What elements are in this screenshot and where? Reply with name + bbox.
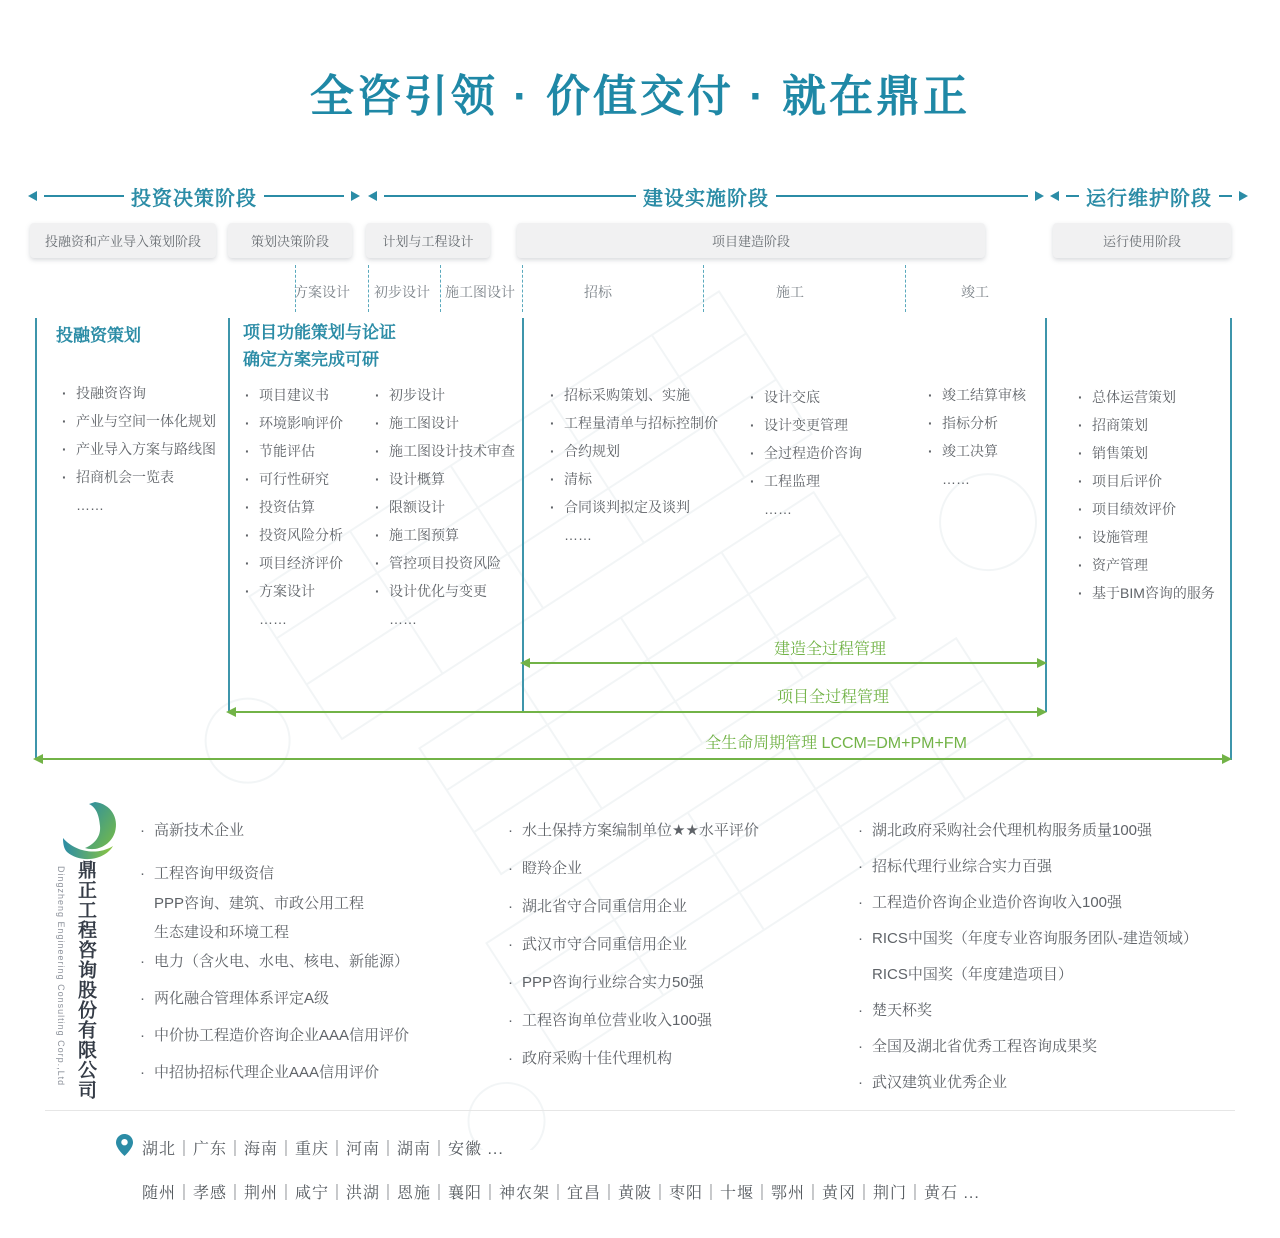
dashed-separator: [703, 265, 704, 312]
list-item: · 设计优化与变更: [375, 582, 515, 600]
list-item: · 全过程造价咨询: [750, 444, 862, 462]
phase-label-investment: 投资决策阶段: [131, 187, 257, 210]
stage-box-financing-import: 投融资和产业导入策划阶段: [30, 223, 216, 258]
list-item: · 产业与空间一体化规划: [62, 412, 216, 430]
phase-label-construction: 建设实施阶段: [643, 187, 769, 210]
list-item: · 投资风险分析: [245, 526, 343, 544]
qualification-item: · 工程造价咨询企业造价咨询收入100强: [858, 892, 1198, 913]
phase-arrow-operation: [1050, 185, 1248, 210]
arrowhead-right-icon: [1239, 191, 1248, 201]
list-item-ellipsis: ……: [76, 497, 104, 513]
phase-arrow-construction: [368, 185, 1044, 210]
list-item: · 资产管理: [1078, 556, 1215, 574]
qualification-item: · 招标代理行业综合实力百强: [858, 856, 1198, 877]
list-item: · 项目后评价: [1078, 472, 1215, 490]
list-item: · 环境影响评价: [245, 414, 343, 432]
list-item-ellipsis: ……: [564, 527, 592, 543]
qualification-item: · 政府采购十佳代理机构: [508, 1048, 759, 1069]
frame-line: [1045, 318, 1047, 712]
qualification-item: · 楚天杯奖: [858, 1000, 1198, 1021]
list-item: · 投融资咨询: [62, 384, 216, 402]
substage-prelim-design: 初步设计: [374, 284, 430, 300]
page-title: 全咨引领 · 价值交付 · 就在鼎正: [309, 72, 971, 121]
section-divider: [45, 1110, 1235, 1111]
frame-line-left: [35, 318, 37, 760]
qualification-item: · 全国及湖北省优秀工程咨询成果奖: [858, 1036, 1198, 1057]
arrow-line: [1219, 195, 1232, 197]
arrowhead-right-icon: [351, 191, 360, 201]
location-cities: 随州｜孝感｜荆州｜咸宁｜洪湖｜恩施｜襄阳｜神农架｜宜昌｜黄陂｜枣阳｜十堰｜鄂州｜黄冈｜荆门｜黄石 ...: [142, 1185, 980, 1202]
list-item: · 招商策划: [1078, 416, 1215, 434]
list-item: · 竣工结算审核: [928, 386, 1026, 404]
list-item: · 招标采购策划、实施: [550, 386, 718, 404]
service-list-operation: [1078, 388, 1215, 612]
qualification-subitem: · 电力（含火电、水电、核电、新能源）: [140, 951, 409, 972]
substage-tender: 招标: [584, 284, 612, 300]
arrowhead-left-icon: [1050, 191, 1059, 201]
arrow-construction-whole-process: [522, 662, 1045, 664]
label-lifecycle-management: 全生命周期管理 LCCM=DM+PM+FM: [705, 735, 967, 752]
list-item: · 管控项目投资风险: [375, 554, 515, 572]
qualification-item: · 高新技术企业: [140, 820, 409, 841]
list-item: · 项目绩效评价: [1078, 500, 1215, 518]
qualification-subitem: RICS中国奖（年度建造项目）: [872, 966, 1073, 983]
frame-line: [522, 318, 524, 712]
location-pin-icon: [116, 1134, 133, 1156]
service-list-financing: [62, 384, 216, 524]
dashed-separator: [295, 265, 296, 312]
list-item: · 项目经济评价: [245, 554, 343, 572]
substage-construction: 施工: [776, 284, 804, 300]
dashed-separator: [440, 265, 441, 312]
list-item: · 节能评估: [245, 442, 343, 460]
list-item-ellipsis: ……: [942, 471, 970, 487]
list-item: · 施工图设计技术审查: [375, 442, 515, 460]
list-item: · 合约规划: [550, 442, 718, 460]
frame-line: [228, 318, 230, 712]
phase-arrow-investment: [28, 185, 360, 210]
list-item: · 项目建议书: [245, 386, 343, 404]
substage-completion: 竣工: [961, 284, 989, 300]
list-item: · 合同谈判拟定及谈判: [550, 498, 718, 516]
list-item: · 指标分析: [928, 414, 1026, 432]
list-item: · 设计交底: [750, 388, 862, 406]
phase-label-operation: 运行维护阶段: [1086, 187, 1212, 210]
qualification-item: · 两化融合管理体系评定A级: [140, 988, 409, 1009]
list-item: · 工程量清单与招标控制价: [550, 414, 718, 432]
service-list-planning: [245, 386, 343, 638]
list-item-ellipsis: ……: [764, 501, 792, 517]
list-item: · 销售策划: [1078, 444, 1215, 462]
substage-scheme-design: 方案设计: [294, 284, 350, 300]
arrowhead-right-icon: [1035, 191, 1044, 201]
qualification-subitem: PPP咨询、建筑、市政公用工程: [154, 895, 365, 912]
dashed-separator: [905, 265, 906, 312]
list-item-ellipsis: ……: [259, 611, 287, 627]
column-header-planning: [243, 319, 396, 373]
list-item: · 方案设计: [245, 582, 343, 600]
qualification-column-1: [140, 820, 409, 1099]
arrowhead-left-icon: [28, 191, 37, 201]
qualification-subitem: 生态建设和环境工程: [154, 924, 290, 941]
list-item: · 设计概算: [375, 470, 515, 488]
list-item: · 工程监理: [750, 472, 862, 490]
stage-box-planning-decision: 策划决策阶段: [228, 223, 352, 258]
dashed-separator: [522, 265, 523, 312]
location-provinces: 湖北｜广东｜海南｜重庆｜河南｜湖南｜安徽 ...: [142, 1141, 504, 1158]
arrow-line: [1066, 195, 1079, 197]
list-item: · 限额设计: [375, 498, 515, 516]
column-header-financing: 投融资策划: [56, 326, 141, 345]
qualification-item: · 武汉建筑业优秀企业: [858, 1072, 1198, 1093]
arrow-project-whole-process: [228, 711, 1045, 713]
arrow-lifecycle-management: [35, 758, 1230, 760]
qualification-item: · 瞪羚企业: [508, 858, 759, 879]
qualification-item: · 湖北政府采购社会代理机构服务质量100强: [858, 820, 1198, 841]
qualification-item: · 中价协工程造价咨询企业AAA信用评价: [140, 1025, 409, 1046]
list-item: · 可行性研究: [245, 470, 343, 488]
list-item: · 施工图设计: [375, 414, 515, 432]
qualification-column-3: [858, 820, 1198, 1108]
label-project-whole-process: 项目全过程管理: [776, 689, 890, 706]
service-list-design: [375, 386, 515, 638]
stage-box-operation-use: 运行使用阶段: [1053, 223, 1231, 258]
list-item: · 设施管理: [1078, 528, 1215, 546]
company-name-cn: 鼎正工程咨询股份有限公司: [75, 860, 96, 1100]
qualification-item: · 武汉市守合同重信用企业: [508, 934, 759, 955]
qualification-item: · PPP咨询行业综合实力50强: [508, 972, 759, 993]
stage-box-plan-design: 计划与工程设计: [366, 223, 490, 258]
arrow-line: [264, 195, 344, 197]
list-item: · 总体运营策划: [1078, 388, 1215, 406]
list-item: · 初步设计: [375, 386, 515, 404]
list-item: · 竣工决算: [928, 442, 1026, 460]
service-list-completion: [928, 386, 1026, 498]
arrow-line: [776, 195, 1028, 197]
list-item: · 施工图预算: [375, 526, 515, 544]
qualification-item: · 工程咨询甲级资信: [140, 863, 409, 884]
qualification-column-2: [508, 820, 759, 1086]
arrowhead-left-icon: [368, 191, 377, 201]
company-logo: [55, 800, 123, 860]
service-list-siteworks: [750, 388, 862, 528]
arrow-line: [384, 195, 636, 197]
substage-drawing-design: 施工图设计: [445, 284, 515, 300]
list-item: · 设计变更管理: [750, 416, 862, 434]
list-item-ellipsis: ……: [389, 611, 417, 627]
stage-box-project-build: 项目建造阶段: [517, 223, 985, 258]
frame-line-right: [1230, 318, 1232, 760]
list-item: · 清标: [550, 470, 718, 488]
list-item: · 投资估算: [245, 498, 343, 516]
service-list-tender: [550, 386, 718, 554]
qualification-item: · RICS中国奖（年度专业咨询服务团队-建造领域）: [858, 928, 1198, 949]
qualification-item: · 水土保持方案编制单位★★水平评价: [508, 820, 759, 841]
label-construction-whole-process: 建造全过程管理: [773, 641, 887, 658]
arrow-line: [44, 195, 124, 197]
qualification-item: · 中招协招标代理企业AAA信用评价: [140, 1062, 409, 1083]
list-item: · 招商机会一览表: [62, 468, 216, 486]
column-header-planning-line1: 项目功能策划与论证: [243, 323, 396, 342]
column-header-planning-line2: 确定方案完成可研: [243, 350, 379, 369]
qualification-item: · 湖北省守合同重信用企业: [508, 896, 759, 917]
dashed-separator: [368, 265, 369, 312]
company-name-en: Dingzheng Engineering Consulting Corp.,Ltd: [56, 866, 66, 1087]
list-item: · 产业导入方案与路线图: [62, 440, 216, 458]
list-item: · 基于BIM咨询的服务: [1078, 584, 1215, 602]
qualification-item: · 工程咨询单位营业收入100强: [508, 1010, 759, 1031]
